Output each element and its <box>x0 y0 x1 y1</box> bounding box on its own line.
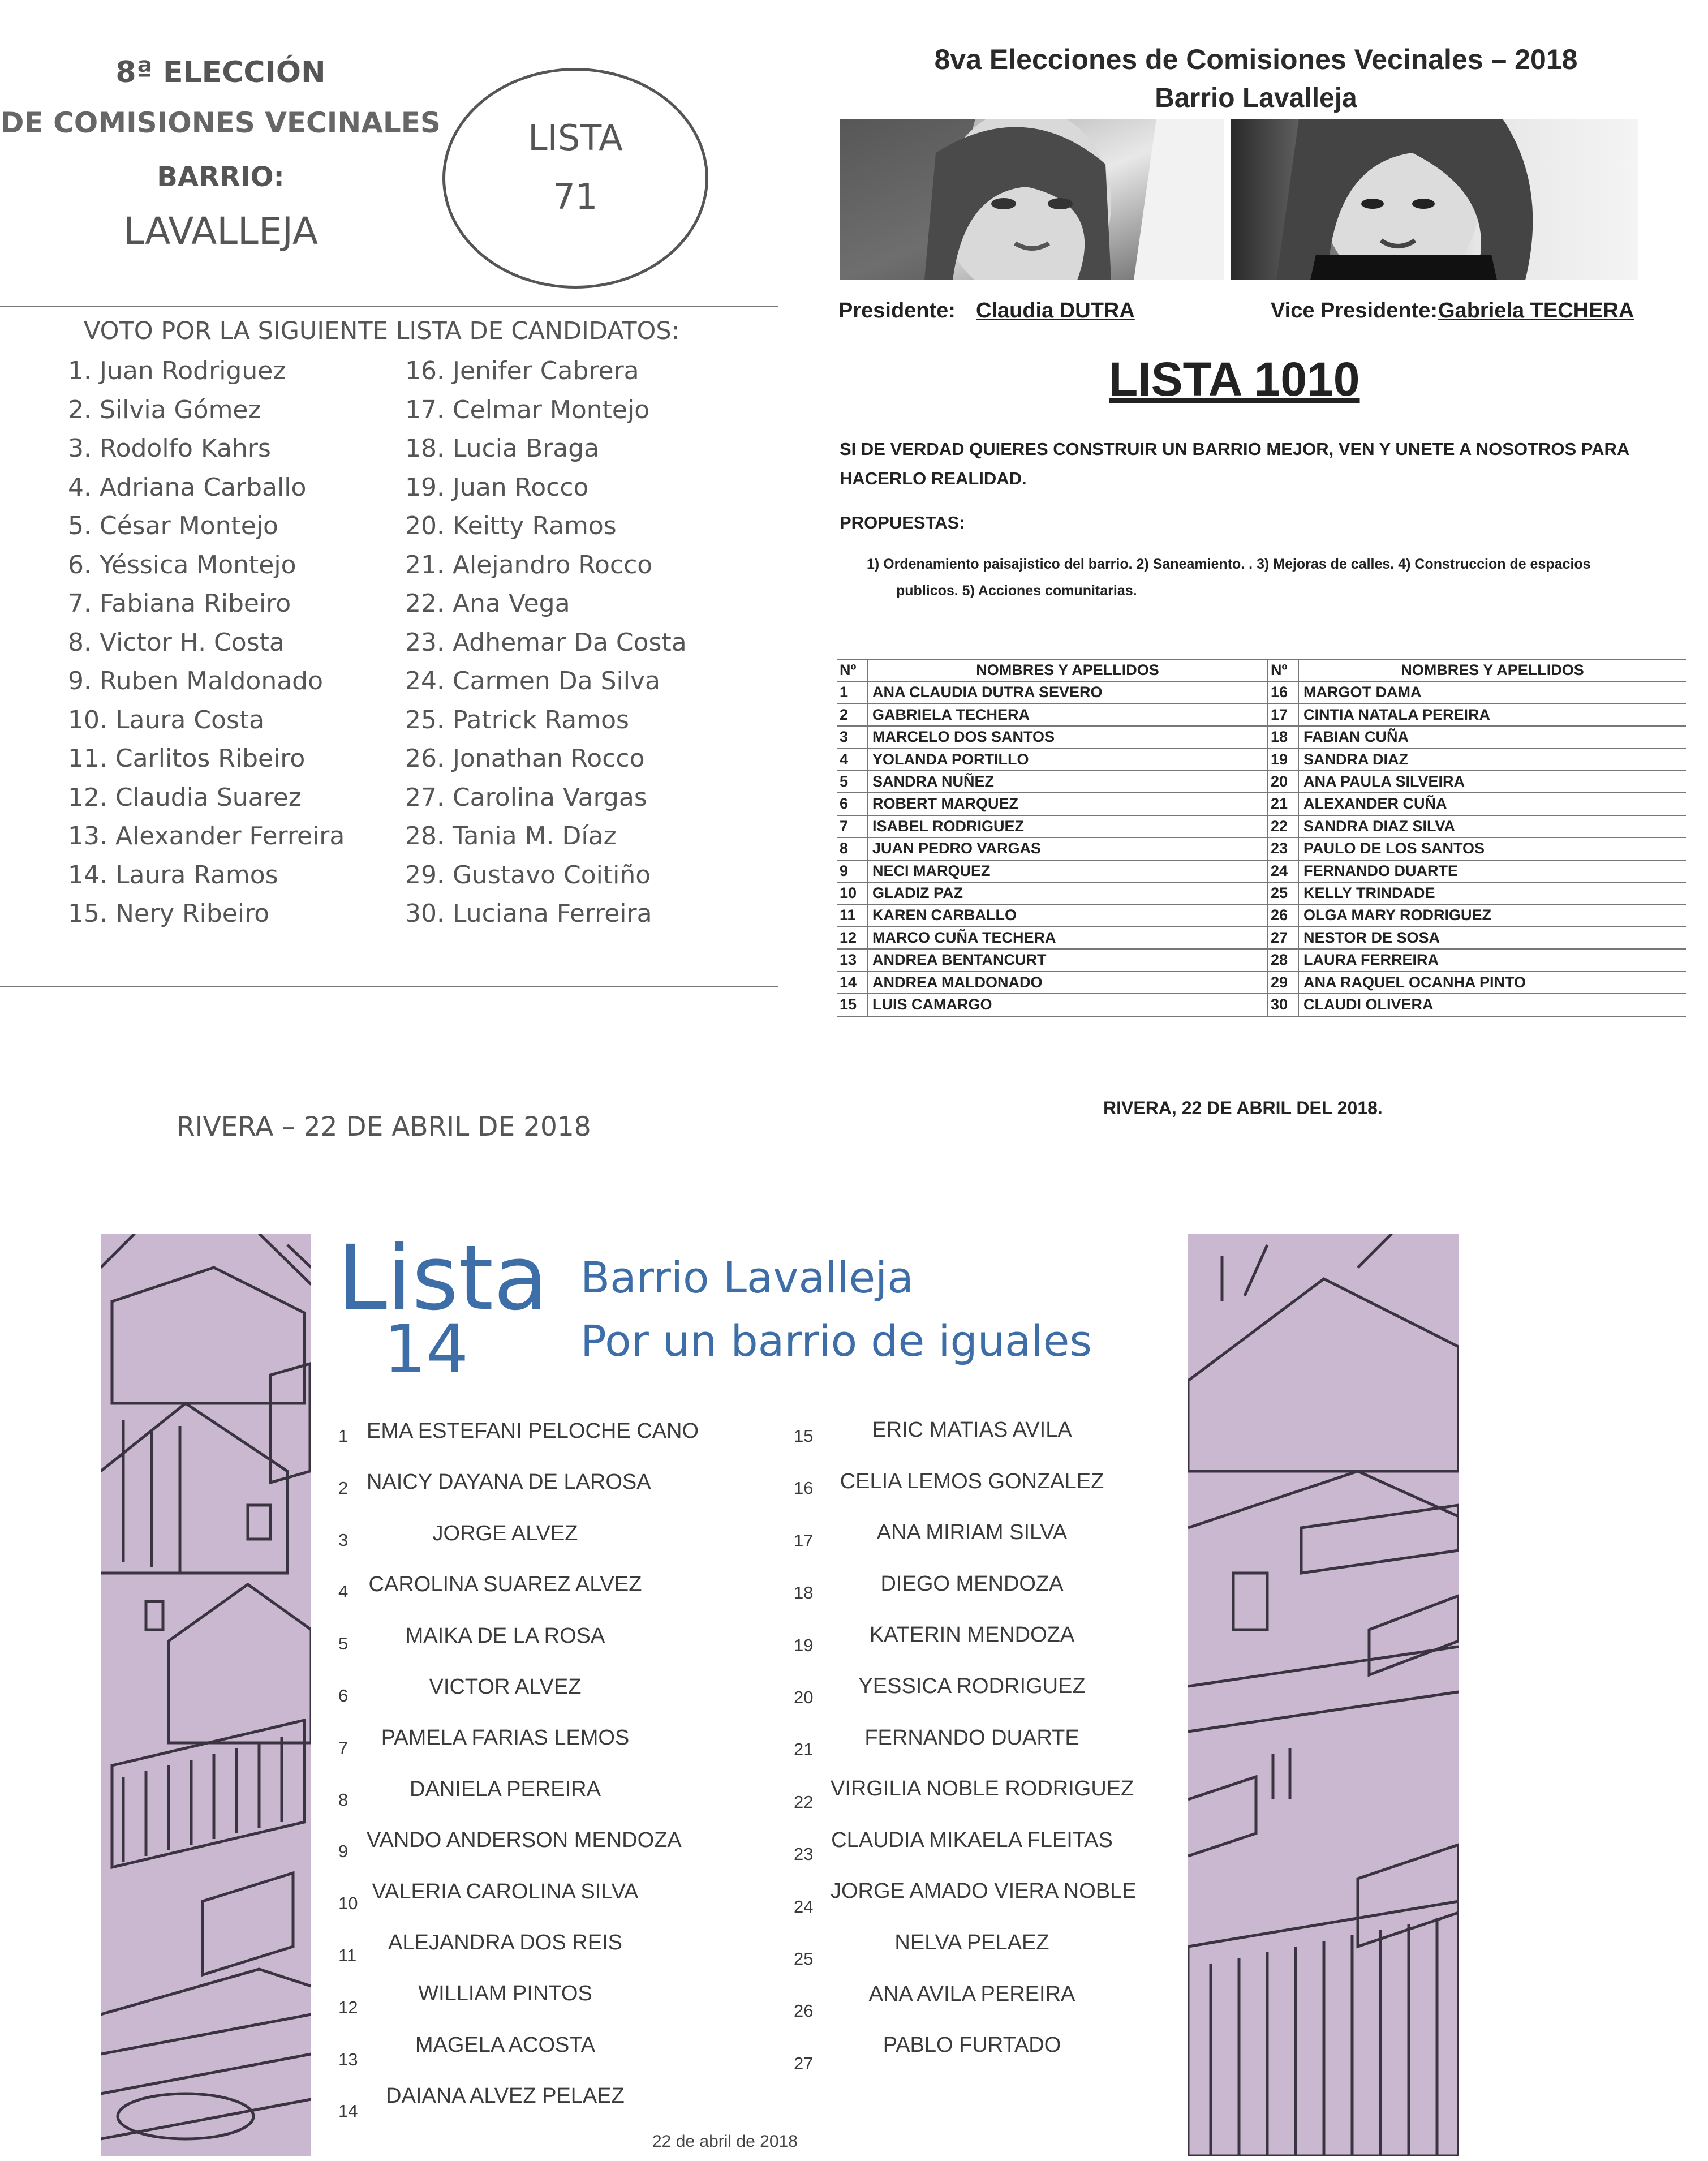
lista-14-ballot <box>101 1226 1459 2156</box>
row-number: 7 <box>837 815 867 837</box>
candidate-number: 26 <box>794 2001 814 2021</box>
table-row <box>837 994 1686 1016</box>
vice-president-photo <box>1231 119 1638 280</box>
table-row <box>837 793 1686 815</box>
candidate-name: VANDO ANDERSON MENDOZA <box>367 1828 682 1853</box>
candidate-name: MAGELA ACOSTA <box>415 2033 596 2057</box>
candidates-left-column <box>68 352 345 934</box>
candidate-item: 26. Jonathan Rocco <box>405 744 645 773</box>
row-number: 10 <box>837 882 867 904</box>
divider <box>0 306 778 307</box>
row-name: GABRIELA TECHERA <box>867 704 1268 726</box>
table-row <box>837 837 1686 860</box>
row-number: 5 <box>837 771 867 793</box>
candidate-name: PABLO FURTADO <box>883 2033 1061 2057</box>
row-name: SANDRA DIAZ <box>1298 749 1686 771</box>
candidate-number: 18 <box>794 1583 814 1603</box>
badge-label: LISTA <box>528 117 623 158</box>
row-number: 28 <box>1268 949 1298 971</box>
table-row <box>837 749 1686 771</box>
president-name: Claudia DUTRA <box>976 299 1135 323</box>
candidate-item: 8. Victor H. Costa <box>68 628 285 657</box>
candidate-name: VIRGILIA NOBLE RODRIGUEZ <box>831 1777 1134 1801</box>
num-header: Nº <box>837 659 867 681</box>
candidate-number: 7 <box>338 1737 349 1758</box>
row-number: 15 <box>837 994 867 1016</box>
candidate-item: 15. Nery Ribeiro <box>68 899 270 928</box>
row-name: JUAN PEDRO VARGAS <box>867 837 1268 860</box>
candidate-number: 6 <box>338 1686 349 1705</box>
table-row <box>837 726 1686 748</box>
lista-71-date: RIVERA – 22 DE ABRIL DE 2018 <box>177 1111 591 1142</box>
lista-14-slogan: Por un barrio de iguales <box>580 1316 1092 1366</box>
candidate-name: DANIELA PEREIRA <box>410 1777 601 1801</box>
table-row <box>837 882 1686 904</box>
row-number: 3 <box>837 726 867 748</box>
row-number: 16 <box>1268 681 1298 703</box>
candidate-item: 17. Celmar Montejo <box>405 395 650 424</box>
row-name: KAREN CARBALLO <box>867 904 1268 926</box>
candidate-number: 13 <box>338 2049 358 2069</box>
candidate-number: 3 <box>338 1530 349 1550</box>
lista-1010-number: LISTA 1010 <box>1109 353 1360 406</box>
table-row <box>837 927 1686 949</box>
row-name: ANDREA MALDONADO <box>867 972 1268 994</box>
row-name: PAULO DE LOS SANTOS <box>1298 837 1686 860</box>
row-name: ANA CLAUDIA DUTRA SEVERO <box>867 681 1268 703</box>
candidates-right-column <box>405 352 687 934</box>
row-number: 8 <box>837 837 867 860</box>
candidate-item: 6. Yéssica Montejo <box>68 550 296 579</box>
candidate-name: DIEGO MENDOZA <box>880 1571 1064 1596</box>
row-name: GLADIZ PAZ <box>867 882 1268 904</box>
barrio-name: LAVALLEJA <box>123 209 318 253</box>
candidate-item: 13. Alexander Ferreira <box>68 822 345 850</box>
candidate-item: 14. Laura Ramos <box>68 860 278 890</box>
table-row <box>837 681 1686 703</box>
candidate-number: 4 <box>338 1582 349 1602</box>
candidate-name: EMA ESTEFANI PELOCHE CANO <box>367 1419 699 1443</box>
candidate-number: 1 <box>338 1426 349 1446</box>
candidate-item: 12. Claudia Suarez <box>68 783 302 812</box>
proposals-line-2: publicos. 5) Acciones comunitarias. <box>896 583 1137 599</box>
row-name: ANA PAULA SILVEIRA <box>1298 771 1686 793</box>
candidate-item: 2. Silvia Gómez <box>68 395 261 424</box>
lista-word: Lista <box>337 1226 549 1330</box>
row-name: LAURA FERREIRA <box>1298 949 1686 971</box>
row-name: ANDREA BENTANCURT <box>867 949 1268 971</box>
proposals-line-1: 1) Ordenamiento paisajistico del barrio. 2) Saneamiento. . 3) Mejoras de calles. 4) Construccion de espacios <box>867 556 1591 572</box>
row-number: 18 <box>1268 726 1298 748</box>
candidate-name: JORGE ALVEZ <box>432 1521 578 1545</box>
table-row <box>837 904 1686 926</box>
candidate-name: VICTOR ALVEZ <box>429 1675 582 1699</box>
lista-14-number: 14 <box>384 1310 469 1388</box>
candidates-table <box>837 659 1686 1017</box>
candidate-item: 21. Alejandro Rocco <box>405 550 653 579</box>
candidate-number: 8 <box>338 1789 349 1810</box>
candidate-number: 27 <box>794 2053 814 2073</box>
vice-president-label: Vice Presidente: <box>1271 299 1438 323</box>
badge-number: 71 <box>553 176 598 217</box>
candidate-item: 10. Laura Costa <box>68 705 265 734</box>
candidate-number: 19 <box>794 1635 814 1655</box>
row-name: SANDRA DIAZ SILVA <box>1298 815 1686 837</box>
row-number: 27 <box>1268 927 1298 949</box>
table-row <box>837 704 1686 726</box>
candidate-item: 23. Adhemar Da Costa <box>405 628 687 657</box>
candidate-item: 25. Patrick Ramos <box>405 705 629 734</box>
candidate-name: ANA AVILA PEREIRA <box>868 1982 1075 2006</box>
slogan-line-1: SI DE VERDAD QUIERES CONSTRUIR UN BARRIO MEJOR, VEN Y UNETE A NOSOTROS PARA <box>840 439 1630 459</box>
candidate-name: WILLIAM PINTOS <box>418 1982 592 2006</box>
lista-1010-title: 8va Elecciones de Comisiones Vecinales – 2018 <box>934 44 1578 75</box>
candidate-number: 21 <box>794 1739 814 1760</box>
right-sketch-illustration <box>1188 1234 1459 2156</box>
row-number: 6 <box>837 793 867 815</box>
row-name: SANDRA NUÑEZ <box>867 771 1268 793</box>
candidate-item: 18. Lucia Braga <box>405 434 600 463</box>
candidate-name: ERIC MATIAS AVILA <box>872 1418 1072 1442</box>
candidate-name: ALEJANDRA DOS REIS <box>388 1931 622 1954</box>
lista-71-badge <box>442 68 708 289</box>
candidate-number: 14 <box>338 2101 358 2121</box>
table-row <box>837 949 1686 971</box>
lista-14-barrio: Barrio Lavalleja <box>580 1252 914 1303</box>
row-name: FABIAN CUÑA <box>1298 726 1686 748</box>
row-name: ANA RAQUEL OCANHA PINTO <box>1298 972 1686 994</box>
names-header: NOMBRES Y APELLIDOS <box>1298 659 1686 681</box>
candidate-item: 24. Carmen Da Silva <box>405 667 660 695</box>
candidate-item: 20. Keitty Ramos <box>405 512 617 540</box>
candidate-number: 2 <box>338 1477 349 1498</box>
candidate-number: 10 <box>338 1893 358 1914</box>
candidate-item: 9. Ruben Maldonado <box>68 667 324 695</box>
candidate-number: 16 <box>794 1478 814 1498</box>
num-header: Nº <box>1268 659 1298 681</box>
candidate-name: VALERIA CAROLINA SILVA <box>372 1879 639 1904</box>
candidate-number: 15 <box>794 1426 814 1446</box>
candidate-name: FERNANDO DUARTE <box>864 1725 1079 1750</box>
vote-intro: VOTO POR LA SIGUIENTE LISTA DE CANDIDATOS: <box>84 317 680 345</box>
row-number: 1 <box>837 681 867 703</box>
row-number: 20 <box>1268 771 1298 793</box>
candidate-name: YESSICA RODRIGUEZ <box>858 1674 1086 1698</box>
candidate-item: 28. Tania M. Díaz <box>405 822 617 850</box>
candidate-number: 23 <box>794 1844 814 1864</box>
table-row <box>837 860 1686 882</box>
row-number: 21 <box>1268 793 1298 815</box>
row-name: OLGA MARY RODRIGUEZ <box>1298 904 1686 926</box>
candidate-number: 22 <box>794 1791 814 1812</box>
row-number: 13 <box>837 949 867 971</box>
left-sketch-illustration <box>101 1234 311 2156</box>
candidate-name: NELVA PELAEZ <box>894 1931 1049 1954</box>
row-number: 30 <box>1268 994 1298 1016</box>
election-number: 8ª ELECCIÓN <box>115 55 326 89</box>
row-name: MARCELO DOS SANTOS <box>867 726 1268 748</box>
row-name: YOLANDA PORTILLO <box>867 749 1268 771</box>
row-name: CINTIA NATALA PEREIRA <box>1298 704 1686 726</box>
vice-president-name: Gabriela TECHERA <box>1438 299 1634 323</box>
row-name: ALEXANDER CUÑA <box>1298 793 1686 815</box>
row-number: 23 <box>1268 837 1298 860</box>
candidate-item: 1. Juan Rodriguez <box>68 356 286 385</box>
row-number: 29 <box>1268 972 1298 994</box>
row-number: 26 <box>1268 904 1298 926</box>
table-row <box>837 815 1686 837</box>
candidate-item: 19. Juan Rocco <box>405 472 589 502</box>
candidate-name: CAROLINA SUAREZ ALVEZ <box>368 1573 642 1597</box>
row-number: 2 <box>837 704 867 726</box>
row-number: 9 <box>837 860 867 882</box>
row-number: 24 <box>1268 860 1298 882</box>
candidate-item: 16. Jenifer Cabrera <box>405 356 639 385</box>
slogan-line-2: HACERLO REALIDAD. <box>840 469 1027 488</box>
table-row <box>837 771 1686 793</box>
names-header: NOMBRES Y APELLIDOS <box>867 659 1268 681</box>
candidate-number: 9 <box>338 1841 349 1862</box>
row-name: NECI MARQUEZ <box>867 860 1268 882</box>
president-label: Presidente: <box>838 299 956 323</box>
proposals-label: PROPUESTAS: <box>840 513 965 532</box>
candidate-item: 22. Ana Vega <box>405 589 570 618</box>
candidate-item: 29. Gustavo Coitiño <box>405 860 651 890</box>
row-number: 17 <box>1268 704 1298 726</box>
candidate-name: PAMELA FARIAS LEMOS <box>381 1726 630 1750</box>
lista-14-date: 22 de abril de 2018 <box>652 2132 798 2151</box>
candidate-item: 5. César Montejo <box>68 512 278 540</box>
candidate-name: JORGE AMADO VIERA NOBLE <box>831 1879 1137 1904</box>
row-number: 14 <box>837 972 867 994</box>
row-number: 22 <box>1268 815 1298 837</box>
candidate-item: 30. Luciana Ferreira <box>405 899 652 928</box>
candidate-item: 7. Fabiana Ribeiro <box>68 589 291 618</box>
candidate-number: 24 <box>794 1896 814 1917</box>
row-name: LUIS CAMARGO <box>867 994 1268 1016</box>
table-header-row <box>837 659 1686 681</box>
candidate-name: MAIKA DE LA ROSA <box>405 1623 605 1648</box>
barrio-label: BARRIO: <box>157 161 285 193</box>
candidate-name: NAICY DAYANA DE LAROSA <box>367 1470 651 1494</box>
candidate-name: DAIANA ALVEZ PELAEZ <box>386 2084 625 2108</box>
row-number: 19 <box>1268 749 1298 771</box>
candidate-number: 5 <box>338 1634 349 1654</box>
row-number: 11 <box>837 904 867 926</box>
row-name: MARGOT DAMA <box>1298 681 1686 703</box>
candidate-item: 11. Carlitos Ribeiro <box>68 744 306 773</box>
row-name: ROBERT MARQUEZ <box>867 793 1268 815</box>
candidate-item: 4. Adriana Carballo <box>68 472 307 502</box>
row-number: 25 <box>1268 882 1298 904</box>
lista-1010-barrio: Barrio Lavalleja <box>1155 83 1357 113</box>
row-number: 4 <box>837 749 867 771</box>
row-name: MARCO CUÑA TECHERA <box>867 927 1268 949</box>
row-name: NESTOR DE SOSA <box>1298 927 1686 949</box>
row-name: FERNANDO DUARTE <box>1298 860 1686 882</box>
row-name: ISABEL RODRIGUEZ <box>867 815 1268 837</box>
table-row <box>837 972 1686 994</box>
candidate-number: 12 <box>338 1997 358 2017</box>
candidate-name: ANA MIRIAM SILVA <box>876 1520 1068 1545</box>
row-name: KELLY TRINDADE <box>1298 882 1686 904</box>
divider <box>0 986 778 987</box>
candidate-item: 3. Rodolfo Kahrs <box>68 434 271 463</box>
candidate-name: CLAUDIA MIKAELA FLEITAS <box>831 1828 1113 1852</box>
candidate-name: KATERIN MENDOZA <box>869 1623 1075 1647</box>
candidate-number: 20 <box>794 1687 814 1707</box>
candidate-name: CELIA LEMOS GONZALEZ <box>840 1469 1104 1493</box>
election-subtitle: DE COMISIONES VECINALES <box>1 106 441 139</box>
candidate-item: 27. Carolina Vargas <box>405 783 647 812</box>
lista-1010-date: RIVERA, 22 DE ABRIL DEL 2018. <box>1103 1098 1383 1118</box>
president-photo <box>840 119 1224 280</box>
candidate-number: 17 <box>794 1530 814 1550</box>
row-number: 12 <box>837 927 867 949</box>
lista-71-ballot <box>0 0 792 1019</box>
candidate-number: 25 <box>794 1949 814 1969</box>
row-name: CLAUDI OLIVERA <box>1298 994 1686 1016</box>
candidate-number: 11 <box>338 1945 357 1965</box>
